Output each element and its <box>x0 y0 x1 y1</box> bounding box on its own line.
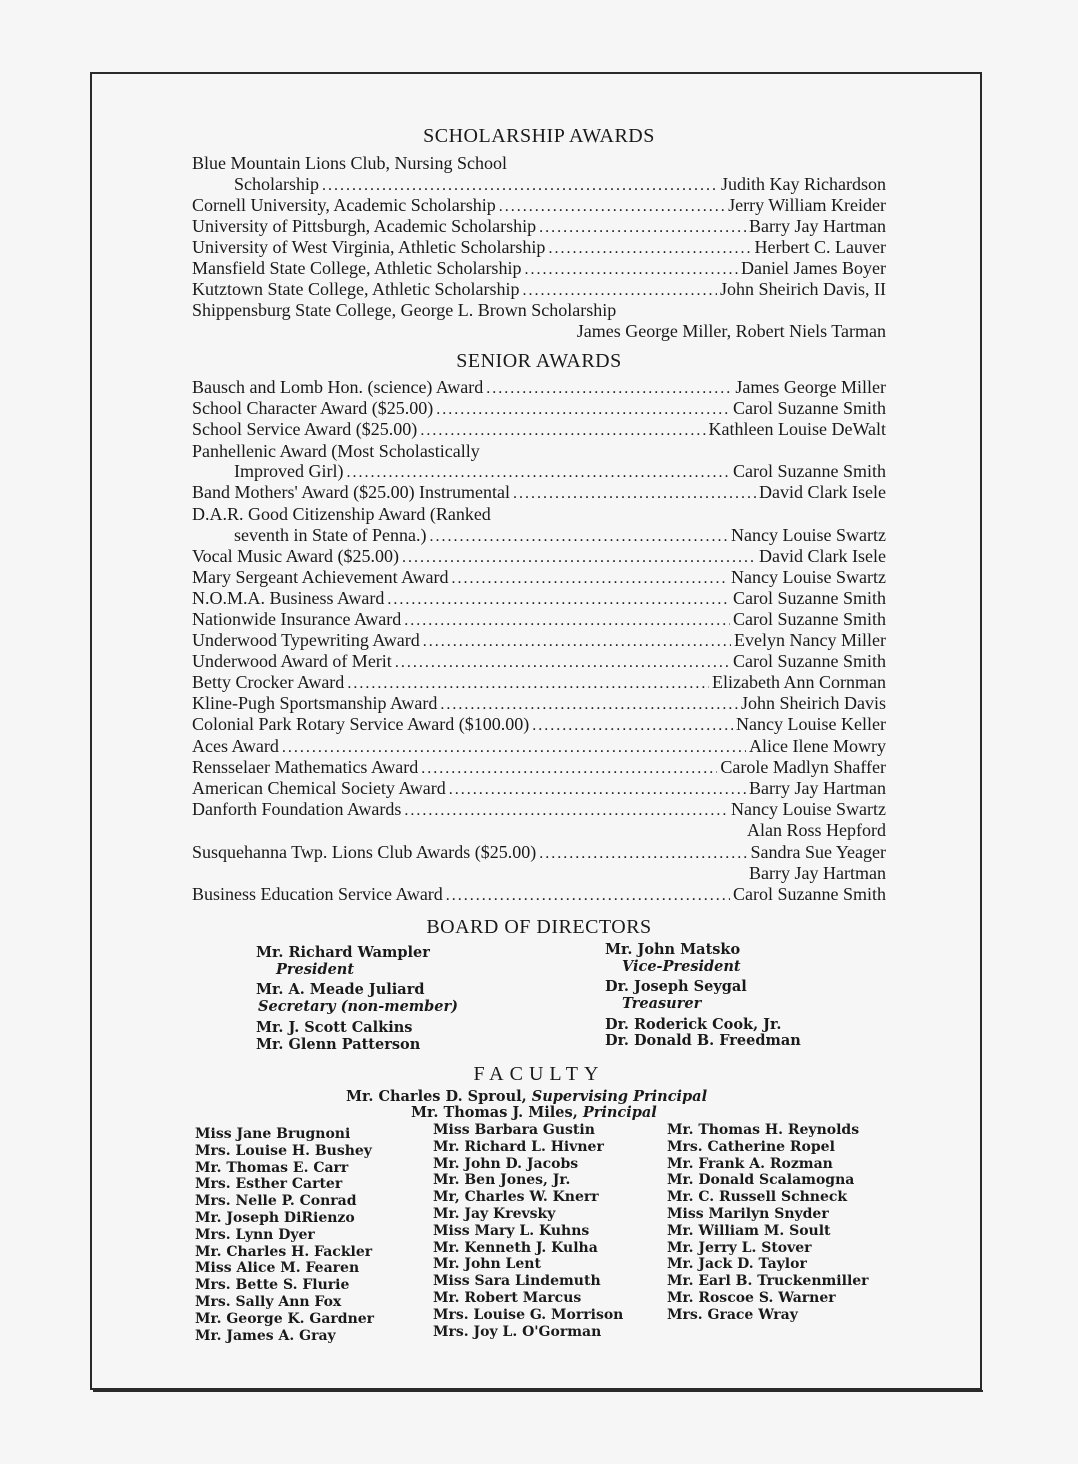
award-row <box>192 278 886 300</box>
award-row <box>192 777 886 799</box>
award-label: Underwood Award of Merit <box>192 651 392 671</box>
award-label: Danforth Foundation Awards <box>192 799 402 819</box>
award-label: Cornell University, Academic Scholarship <box>192 195 496 215</box>
award-label: Scholarship <box>234 174 319 194</box>
faculty-member: Mr. Jerry L. Stover <box>667 1239 812 1256</box>
award-row <box>192 629 886 651</box>
award-recipient: Barry Jay Hartman <box>749 216 886 236</box>
award-row <box>192 756 886 778</box>
award-label: Kutztown State College, Athletic Scholarship <box>192 279 520 299</box>
award-recipient: Barry Jay Hartman <box>749 863 886 883</box>
faculty-member: Mrs. Louise H. Bushey <box>195 1142 372 1159</box>
dot-leader <box>532 715 733 737</box>
faculty-member: Mrs. Bette S. Flurie <box>195 1277 350 1294</box>
award-label: Improved Girl) <box>234 461 344 481</box>
award-recipient: Sandra Sue Yeager <box>750 842 886 862</box>
faculty-column-3 <box>667 1122 869 1324</box>
board-member-title: Secretary (non-member) <box>258 998 459 1015</box>
award-row <box>192 883 886 905</box>
award-recipient: Nancy Louise Keller <box>736 714 886 734</box>
award-row <box>192 173 886 195</box>
supervising-principal-title: Supervising Principal <box>531 1088 708 1105</box>
board-member-name: Mr. Glenn Patterson <box>256 1036 421 1053</box>
board-member-name: Mr. Richard Wampler <box>256 944 430 961</box>
award-row <box>192 587 886 609</box>
faculty-column-1 <box>195 1126 374 1344</box>
faculty-member: Mr. Thomas E. Carr <box>195 1159 349 1176</box>
faculty-member: Mr. Frank A. Rozman <box>667 1155 833 1172</box>
faculty-member: Mrs. Joy L. O'Gorman <box>433 1323 602 1340</box>
award-label: School Character Award ($25.00) <box>192 398 434 418</box>
board-member-name: Mr. A. Meade Juliard <box>256 981 425 998</box>
faculty-member: Mr. John Lent <box>433 1256 541 1273</box>
award-recipient: Jerry William Kreider <box>728 195 886 215</box>
board-member-name: Dr. Donald B. Freedman <box>605 1032 801 1049</box>
board-member-title: Vice-President <box>622 958 741 975</box>
award-row <box>192 524 886 546</box>
award-row <box>192 671 886 693</box>
principal-name: Mr. Thomas J. Miles, <box>411 1104 578 1121</box>
award-recipient: Kathleen Louise DeWalt <box>708 419 886 439</box>
award-recipient: Alice Ilene Mowry <box>749 736 886 756</box>
award-recipient: Barry Jay Hartman <box>749 778 886 798</box>
faculty-member: Mr. C. Russell Schneck <box>667 1189 848 1206</box>
award-recipient: Carol Suzanne Smith <box>733 398 886 418</box>
faculty-member: Mrs. Nelle P. Conrad <box>195 1193 357 1210</box>
faculty-member: Mrs. Louise G. Morrison <box>433 1306 624 1323</box>
board-heading: BOARD OF DIRECTORS <box>426 916 652 938</box>
principal-title: Principal <box>582 1104 657 1121</box>
faculty-member: Mr. Roscoe S. Warner <box>667 1289 836 1306</box>
faculty-member: Mrs. Sally Ann Fox <box>195 1293 342 1310</box>
faculty-member: Miss Barbara Gustin <box>433 1122 595 1138</box>
award-label: Underwood Typewriting Award <box>192 630 420 650</box>
award-label: Business Education Service Award <box>192 884 443 904</box>
faculty-member: Mr. Ben Jones, Jr. <box>433 1172 571 1189</box>
award-label: D.A.R. Good Citizenship Award (Ranked <box>192 504 491 524</box>
award-row <box>192 397 886 419</box>
award-label: Bausch and Lomb Hon. (science) Award <box>192 377 484 397</box>
faculty-member: Mr. Earl B. Truckenmiller <box>667 1273 869 1290</box>
faculty-member: Mr, Charles W. Knerr <box>433 1189 599 1206</box>
award-row <box>192 376 886 398</box>
faculty-member: Mr. Donald Scalamogna <box>667 1172 855 1189</box>
award-label: Panhellenic Award (Most Scholastically <box>192 441 480 461</box>
award-row <box>192 545 886 567</box>
faculty-member: Mr. Jay Krevsky <box>433 1205 556 1222</box>
award-label: Kline-Pugh Sportsmanship Award <box>192 693 438 713</box>
award-label: American Chemical Society Award <box>192 778 446 798</box>
faculty-member: Mr. Thomas H. Reynolds <box>667 1122 860 1138</box>
award-label: Mansfield State College, Athletic Scholarship <box>192 258 522 278</box>
dot-leader <box>420 420 705 442</box>
award-recipient: Carol Suzanne Smith <box>733 588 886 608</box>
award-recipient: David Clark Isele <box>759 482 886 502</box>
board-member-name: Dr. Roderick Cook, Jr. <box>605 1016 782 1033</box>
board-member-name: Mr. John Matsko <box>605 941 741 958</box>
board-member-title: Treasurer <box>622 995 702 1012</box>
faculty-member: Miss Marilyn Snyder <box>667 1205 829 1222</box>
faculty-member: Mr. Joseph DiRienzo <box>195 1209 355 1226</box>
award-label: N.O.M.A. Business Award <box>192 588 385 608</box>
award-row <box>192 418 886 440</box>
award-label: Vocal Music Award ($25.00) <box>192 546 399 566</box>
award-recipient: David Clark Isele <box>759 546 886 566</box>
award-row <box>192 798 886 820</box>
award-row <box>192 566 886 588</box>
award-label: Rensselaer Mathematics Award <box>192 757 419 777</box>
award-label: seventh in State of Penna.) <box>234 525 427 545</box>
principal <box>411 1104 657 1121</box>
award-row <box>192 608 886 630</box>
award-row <box>192 481 886 503</box>
faculty-member: Mr. James A. Gray <box>195 1327 336 1344</box>
award-recipient: Herbert C. Lauver <box>754 237 886 257</box>
award-row <box>192 650 886 672</box>
faculty-member: Mr. Charles H. Fackler <box>195 1243 373 1260</box>
faculty-member: Mrs. Catherine Ropel <box>667 1138 835 1155</box>
scholarship-heading: SCHOLARSHIP AWARDS <box>423 125 655 147</box>
faculty-column-2 <box>433 1122 623 1340</box>
award-recipient: Daniel James Boyer <box>741 258 886 278</box>
dot-leader <box>513 483 756 505</box>
award-row <box>192 460 886 482</box>
faculty-member: Mr. Kenneth J. Kulha <box>433 1239 598 1256</box>
faculty-member: Miss Sara Lindemuth <box>433 1273 601 1290</box>
board-member-name: Mr. J. Scott Calkins <box>256 1019 413 1036</box>
award-recipient: John Sheirich Davis, II <box>720 279 886 299</box>
award-label: University of West Virginia, Athletic Scholarship <box>192 237 546 257</box>
award-recipient: Evelyn Nancy Miller <box>734 630 886 650</box>
faculty-member: Miss Jane Brugnoni <box>195 1126 351 1142</box>
faculty-member: Miss Alice M. Fearen <box>195 1260 360 1277</box>
award-recipient: Carole Madlyn Shaffer <box>720 757 886 777</box>
supervising-principal-name: Mr. Charles D. Sproul, <box>346 1088 527 1105</box>
dot-leader <box>446 885 730 907</box>
award-row <box>192 841 886 863</box>
award-recipient: John Sheirich Davis <box>741 693 886 713</box>
award-label: Betty Crocker Award <box>192 672 345 692</box>
faculty-member: Mr. William M. Soult <box>667 1222 831 1239</box>
award-label: Aces Award <box>192 736 279 756</box>
award-row <box>192 194 886 216</box>
award-recipient: Elizabeth Ann Cornman <box>712 672 886 692</box>
award-label: University of Pittsburgh, Academic Scholarship <box>192 216 537 236</box>
faculty-member: Mr. Jack D. Taylor <box>667 1256 807 1273</box>
award-recipient: Carol Suzanne Smith <box>733 884 886 904</box>
award-label: Mary Sergeant Achievement Award <box>192 567 449 587</box>
faculty-member: Mrs. Esther Carter <box>195 1176 343 1193</box>
board-member-title: President <box>276 961 355 978</box>
faculty-heading: FACULTY <box>473 1063 605 1085</box>
award-label: Nationwide Insurance Award <box>192 609 402 629</box>
senior-heading: SENIOR AWARDS <box>456 350 622 372</box>
board-member-name: Dr. Joseph Seygal <box>605 978 747 995</box>
award-label: Shippensburg State College, George L. Brown Scholarship <box>192 300 617 320</box>
faculty-member: Mr. John D. Jacobs <box>433 1155 579 1172</box>
award-row <box>192 713 886 735</box>
award-recipient: Alan Ross Hepford <box>747 820 886 840</box>
award-row <box>192 735 886 757</box>
faculty-member: Mr. Robert Marcus <box>433 1289 582 1306</box>
faculty-member: Mrs. Grace Wray <box>667 1306 798 1323</box>
award-label: Band Mothers' Award ($25.00) Instrumental <box>192 482 511 502</box>
award-recipient: Carol Suzanne Smith <box>733 609 886 629</box>
award-label: School Service Award ($25.00) <box>192 419 418 439</box>
award-row <box>192 215 886 237</box>
award-recipient: Nancy Louise Swartz <box>731 799 886 819</box>
award-recipient: Judith Kay Richardson <box>721 174 886 194</box>
supervising-principal <box>346 1088 707 1105</box>
award-recipient: Nancy Louise Swartz <box>731 525 886 545</box>
award-recipient: Carol Suzanne Smith <box>733 651 886 671</box>
award-label: Blue Mountain Lions Club, Nursing School <box>192 153 507 173</box>
award-recipient: James George Miller <box>735 377 886 397</box>
faculty-member: Mr. Richard L. Hivner <box>433 1138 604 1155</box>
award-recipient: Carol Suzanne Smith <box>733 461 886 481</box>
award-row <box>192 236 886 258</box>
award-label: Colonial Park Rotary Service Award ($100.00) <box>192 714 530 734</box>
award-label: Susquehanna Twp. Lions Club Awards ($25.00) <box>192 842 537 862</box>
faculty-member: Miss Mary L. Kuhns <box>433 1222 590 1239</box>
faculty-member: Mrs. Lynn Dyer <box>195 1226 315 1243</box>
award-row <box>192 257 886 279</box>
award-recipient: James George Miller, Robert Niels Tarman <box>576 321 886 341</box>
award-row <box>192 692 886 714</box>
award-recipient: Nancy Louise Swartz <box>731 567 886 587</box>
faculty-member: Mr. George K. Gardner <box>195 1310 375 1327</box>
